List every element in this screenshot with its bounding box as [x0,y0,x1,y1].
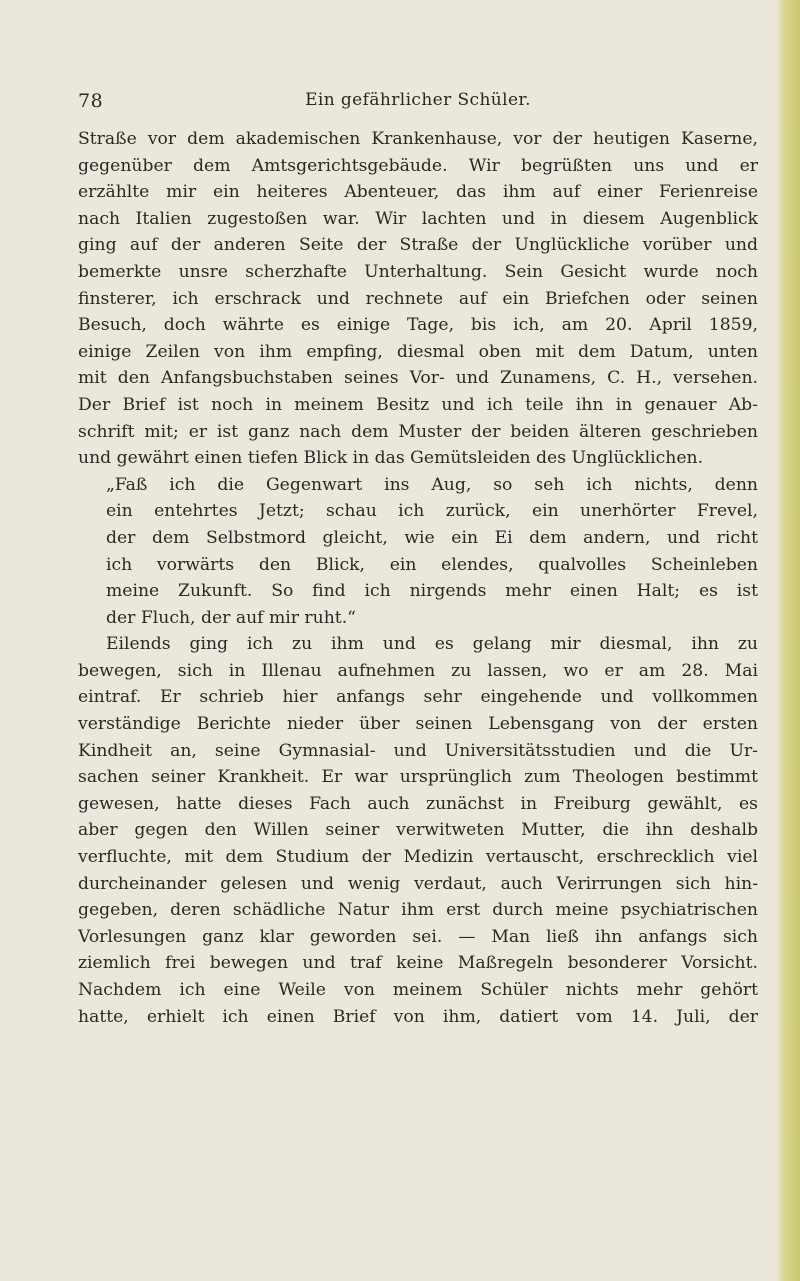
page-edge [776,0,800,1281]
text-line: und gewährt einen tiefen Blick in das Gemütsleiden des Unglücklichen. [78,448,704,469]
text-line: aber gegen den Willen seiner verwitweten Mutter, die ihn deshalb [78,820,758,841]
text-line: Kindheit an, seine Gymnasial- und Universitätsstudien und die Ur- [78,740,758,761]
text-line: mit den Anfangsbuchstaben seines Vor- und Zunamens, C. H., versehen. [78,368,758,389]
text-line: Besuch, doch währte es einige Tage, bis ich, am 20. April 1859, [78,315,758,336]
text-line: ein entehrtes Jetzt; schau ich zurück, ein unerhörter Frevel, [106,501,758,522]
page-header [78,90,758,114]
text-line: erzählte mir ein heiteres Abenteuer, das ihm auf einer Ferienreise [78,182,758,203]
text-line: Der Brief ist noch in meinem Besitz und ich teile ihn in genauer Ab- [78,394,758,415]
page-number: 78 [78,90,104,112]
text-line: Eilends ging ich zu ihm und es gelang mir diesmal, ihn zu [106,634,758,655]
body-text [78,126,758,1030]
text-line: verfluchte, mit dem Studium der Medizin vertauscht, erschrecklich viel [78,847,758,868]
text-line: Straße vor dem akademischen Krankenhause, vor der heutigen Kaserne, [78,129,758,149]
text-line: schrift mit; er ist ganz nach dem Muster der beiden älteren geschrieben [78,421,758,442]
text-line: bemerkte unsre scherzhafte Unterhaltung. Sein Gesicht wurde noch [78,261,758,282]
running-title: Ein gefährlicher Schüler. [305,90,531,110]
paragraph-2 [78,631,758,1030]
text-line: ziemlich frei bewegen und traf keine Maßregeln besonderer Vorsicht. [78,953,758,974]
text-line: nach Italien zugestoßen war. Wir lachten und in diesem Augenblick [78,208,758,229]
text-line: gewesen, hatte dieses Fach auch zunächst in Freiburg gewählt, es [78,793,758,814]
text-line: gegeben, deren schädliche Natur ihm erst durch meine psychiatrischen [78,900,758,921]
text-line: der Fluch, der auf mir ruht.“ [106,607,356,628]
text-line: durcheinander gelesen und wenig verdaut, auch Verirrungen sich hin- [78,873,758,894]
text-line: finsterer, ich erschrack und rechnete auf ein Briefchen oder seinen [78,288,758,309]
text-line: sachen seiner Krankheit. Er war ursprünglich zum Theologen bestimmt [78,767,758,788]
text-line: gegenüber dem Amtsgerichtsgebäude. Wir begrüßten uns und er [78,155,758,176]
text-line: „Faß ich die Gegenwart ins Aug, so seh ich nichts, denn [106,474,758,495]
text-line: meine Zukunft. So find ich nirgends mehr einen Halt; es ist [106,581,758,602]
text-line: einige Zeilen von ihm empfing, diesmal oben mit dem Datum, unten [78,341,758,362]
paragraph-1 [78,126,758,472]
quoted-letter [78,472,758,632]
text-line: der dem Selbstmord gleicht, wie ein Ei dem andern, und richt [106,527,758,548]
text-line: ich vorwärts den Blick, ein elendes, qualvolles Scheinleben [106,554,758,575]
text-line: verständige Berichte nieder über seinen Lebensgang von der ersten [78,714,758,735]
text-line: Nachdem ich eine Weile von meinem Schüler nichts mehr gehört [78,980,758,1000]
text-line: hatte, erhielt ich einen Brief von ihm, datiert vom 14. Juli, der [78,1006,758,1027]
text-line: ging auf der anderen Seite der Straße der Unglückliche vorüber und [78,235,758,256]
text-line: eintraf. Er schrieb hier anfangs sehr eingehende und vollkommen [78,687,758,708]
text-line: bewegen, sich in Illenau aufnehmen zu lassen, wo er am 28. Mai [78,660,758,681]
text-line: Vorlesungen ganz klar geworden sei. — Man ließ ihn anfangs sich [78,926,758,947]
